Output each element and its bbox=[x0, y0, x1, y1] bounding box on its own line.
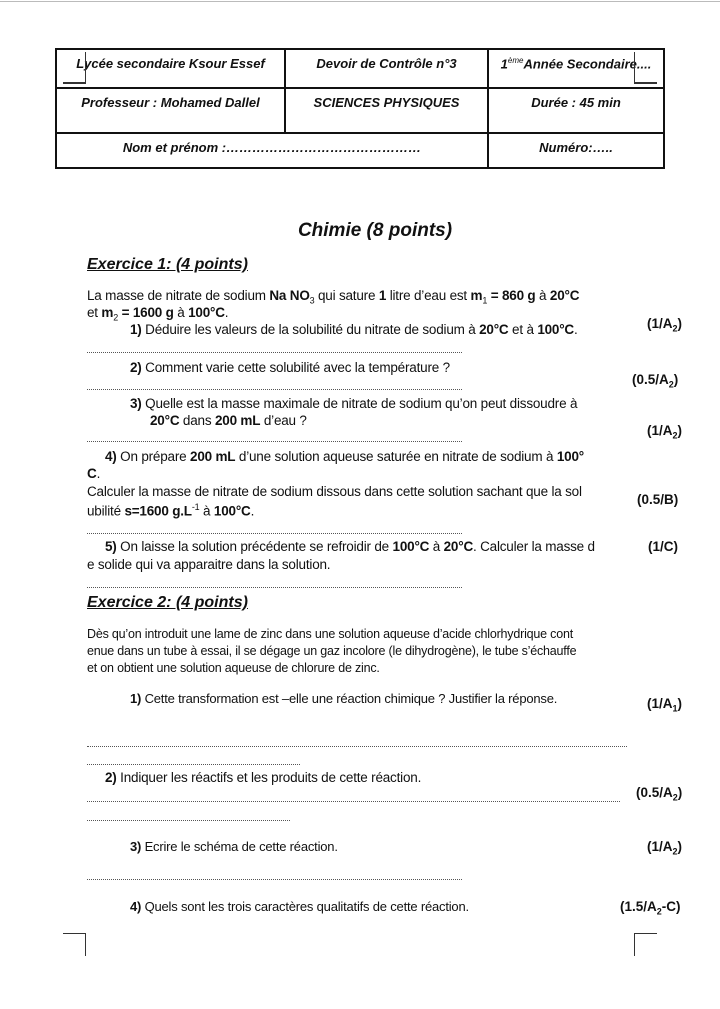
text-segment: d’une solution aqueuse saturée en nitrate de sodium à bbox=[235, 449, 557, 464]
answer-line[interactable] bbox=[87, 820, 290, 821]
ex2-intro-line-3 bbox=[87, 661, 380, 675]
ex2-score-1 bbox=[647, 696, 682, 714]
text-segment: d’eau ? bbox=[260, 413, 307, 428]
text-segment: 2) bbox=[105, 770, 117, 785]
ex1-question-4-line-1 bbox=[105, 449, 584, 464]
text-segment: 1 bbox=[672, 703, 678, 714]
ex2-score-2 bbox=[636, 785, 682, 803]
text-segment: e solide qui va apparaitre dans la solution. bbox=[87, 557, 331, 572]
text-segment: dans bbox=[179, 413, 215, 428]
ex2-question-3 bbox=[130, 839, 338, 854]
text-segment: s=1600 g.L bbox=[124, 503, 192, 519]
school-name: Lycée secondaire Ksour Essef bbox=[56, 49, 285, 88]
text-segment: Déduire les valeurs de la solubilité du nitrate de sodium à bbox=[141, 322, 480, 337]
text-segment: (1/A bbox=[647, 316, 673, 331]
text-segment: 2 bbox=[672, 323, 678, 334]
text-segment: enue dans un tube à essai, il se dégage un gaz incolore (le dihydrogène), le tube s’échauffe bbox=[87, 644, 577, 658]
crop-mark-table-left bbox=[63, 52, 86, 84]
page-top-border bbox=[0, 1, 720, 2]
text-segment: La masse de nitrate de sodium bbox=[87, 288, 270, 303]
ex1-score-2 bbox=[632, 372, 678, 390]
text-segment: 1 bbox=[378, 288, 387, 303]
crop-mark-table-right bbox=[634, 52, 657, 84]
answer-line[interactable] bbox=[87, 879, 462, 880]
ex1-question-3-line-1 bbox=[130, 396, 577, 411]
crop-mark-left bbox=[63, 933, 86, 956]
ex2-question-4 bbox=[130, 899, 469, 914]
text-segment: 1) bbox=[130, 322, 142, 337]
ex1-question-5-line-1 bbox=[105, 539, 595, 554]
text-segment: . bbox=[250, 503, 255, 519]
text-segment: m bbox=[470, 288, 483, 303]
ex2-question-1 bbox=[130, 691, 557, 706]
text-segment: à bbox=[429, 539, 444, 554]
text-segment: Cette transformation est –elle une réaction chimique ? Justifier la réponse. bbox=[141, 691, 558, 706]
text-segment: 1 bbox=[482, 295, 488, 306]
text-segment: et à bbox=[508, 322, 538, 337]
text-segment: Indiquer les réactifs et les produits de cette réaction. bbox=[116, 770, 422, 785]
text-segment: ) bbox=[677, 785, 683, 800]
text-segment: 3) bbox=[130, 396, 142, 411]
text-segment: 100°C bbox=[213, 503, 251, 519]
ex1-question-2 bbox=[130, 360, 450, 375]
answer-line[interactable] bbox=[87, 587, 462, 588]
text-segment: (0.5/A bbox=[636, 785, 673, 800]
text-segment: 20°C bbox=[549, 288, 580, 303]
text-segment: (1/A bbox=[647, 423, 673, 438]
duration: Durée : 45 min bbox=[488, 88, 664, 133]
text-segment: ubilité bbox=[87, 503, 125, 519]
text-segment: 100° bbox=[556, 449, 584, 464]
text-segment: 2 bbox=[113, 312, 119, 323]
text-segment: On prépare bbox=[116, 449, 191, 464]
text-segment: (0.5/A bbox=[632, 372, 669, 387]
number-field[interactable]: Numéro:….. bbox=[488, 133, 664, 168]
text-segment: à bbox=[173, 305, 189, 320]
text-segment: et on obtient une solution aqueuse de chlorure de zinc. bbox=[87, 661, 380, 675]
text-segment: 20°C bbox=[150, 413, 180, 428]
text-segment: Comment varie cette solubilité avec la température ? bbox=[141, 360, 450, 375]
level-number: 1 bbox=[500, 56, 508, 72]
text-segment: -1 bbox=[191, 502, 200, 512]
ex2-score-4 bbox=[620, 899, 681, 917]
text-segment: 200 mL bbox=[214, 413, 261, 428]
ex2-question-2 bbox=[105, 770, 421, 785]
text-segment: . bbox=[224, 305, 229, 320]
ex1-question-5-line-2 bbox=[87, 557, 330, 572]
ex1-intro-line-1 bbox=[87, 288, 579, 306]
crop-mark-right bbox=[634, 933, 657, 956]
name-field[interactable]: Nom et prénom :……………………………………… bbox=[56, 133, 488, 168]
text-segment: 2 bbox=[672, 846, 678, 857]
text-segment: ) bbox=[677, 839, 683, 854]
text-segment: 2 bbox=[668, 379, 674, 390]
ex2-score-3 bbox=[647, 839, 682, 857]
answer-line[interactable] bbox=[87, 801, 620, 802]
ex1-score-4 bbox=[637, 492, 678, 507]
text-segment: . Calculer la masse d bbox=[473, 539, 595, 554]
exercise-1-title: Exercice 1: (4 points) bbox=[87, 256, 248, 273]
text-segment: (1/A bbox=[647, 839, 673, 854]
text-segment: (1/A bbox=[647, 696, 673, 711]
text-segment: 200 mL bbox=[190, 449, 236, 464]
answer-line[interactable] bbox=[87, 441, 462, 442]
text-segment: (1/C) bbox=[648, 539, 678, 554]
text-segment: 2 bbox=[672, 430, 678, 441]
ex1-score-3 bbox=[647, 423, 682, 441]
text-segment: Calculer la masse de nitrate de sodium dissous dans cette solution sachant que la sol bbox=[87, 484, 582, 499]
text-segment: Dès qu’on introduit une lame de zinc dans une solution aqueuse d’acide chlorhydrique cont bbox=[87, 627, 574, 641]
text-segment: 1) bbox=[130, 691, 142, 706]
text-segment: C bbox=[87, 466, 97, 481]
text-segment: à bbox=[535, 288, 550, 303]
text-segment: Ecrire le schéma de cette réaction. bbox=[141, 839, 338, 854]
text-segment: 20°C bbox=[443, 539, 473, 554]
ex1-intro-line-2 bbox=[87, 305, 228, 323]
text-segment: 2) bbox=[130, 360, 142, 375]
text-segment: ) bbox=[677, 696, 683, 711]
text-segment: 4) bbox=[130, 899, 142, 914]
level-suffix: ème bbox=[507, 56, 524, 65]
text-segment: litre d’eau est bbox=[386, 288, 471, 303]
ex1-question-4-line-2 bbox=[87, 466, 100, 481]
text-segment: 2 bbox=[672, 792, 678, 803]
ex1-question-1 bbox=[130, 322, 578, 337]
text-segment: (1.5/A bbox=[620, 899, 657, 914]
text-segment: Na NO bbox=[269, 288, 310, 303]
answer-line[interactable] bbox=[87, 352, 462, 353]
ex1-score-1 bbox=[647, 316, 682, 334]
text-segment: ) bbox=[677, 316, 683, 331]
text-segment: Quelle est la masse maximale de nitrate de sodium qu’on peut dissoudre à bbox=[141, 396, 578, 411]
text-segment: ) bbox=[677, 423, 683, 438]
text-segment: 100°C bbox=[392, 539, 430, 554]
teacher-name: Professeur : Mohamed Dallel bbox=[56, 88, 285, 133]
text-segment: ) bbox=[673, 372, 679, 387]
header-table bbox=[55, 48, 665, 169]
subject: SCIENCES PHYSIQUES bbox=[285, 88, 488, 133]
text-segment: à bbox=[199, 503, 214, 519]
text-segment: et bbox=[87, 305, 102, 320]
ex1-score-5 bbox=[648, 539, 678, 554]
text-segment: qui sature bbox=[314, 288, 379, 303]
text-segment: 5) bbox=[105, 539, 117, 554]
text-segment: 3 bbox=[309, 295, 315, 306]
text-segment: 20°C bbox=[479, 322, 509, 337]
text-segment: -C) bbox=[661, 899, 681, 914]
section-title: Chimie (8 points) bbox=[297, 220, 453, 241]
level-label: Année Secondaire.... bbox=[523, 56, 652, 72]
answer-line[interactable] bbox=[87, 389, 462, 390]
answer-line[interactable] bbox=[87, 764, 300, 765]
text-segment: 2 bbox=[656, 906, 662, 917]
ex2-intro-line-2 bbox=[87, 644, 576, 658]
text-segment: 4) bbox=[105, 449, 117, 464]
ex1-question-3-line-2 bbox=[150, 413, 307, 428]
exercise-2-title: Exercice 2: (4 points) bbox=[87, 594, 248, 611]
text-segment: (0.5/B) bbox=[637, 492, 679, 507]
ex2-intro-line-1 bbox=[87, 627, 573, 641]
text-segment: = 1600 g bbox=[118, 305, 174, 320]
ex1-question-4-line-3 bbox=[87, 484, 582, 499]
text-segment: 100°C bbox=[188, 305, 225, 320]
exam-title: Devoir de Contrôle n°3 bbox=[285, 49, 488, 88]
text-segment: Quels sont les trois caractères qualitatifs de cette réaction. bbox=[141, 899, 469, 914]
text-segment: On laisse la solution précédente se refroidir de bbox=[116, 539, 393, 554]
text-segment: 100°C bbox=[537, 322, 574, 337]
answer-line[interactable] bbox=[87, 533, 462, 534]
text-segment: m bbox=[101, 305, 114, 320]
text-segment: = 860 g bbox=[487, 288, 536, 303]
text-segment: 3) bbox=[130, 839, 142, 854]
text-segment: . bbox=[574, 322, 578, 337]
answer-line[interactable] bbox=[87, 746, 627, 747]
text-segment: . bbox=[96, 466, 101, 481]
ex1-question-4-line-4 bbox=[87, 502, 254, 519]
